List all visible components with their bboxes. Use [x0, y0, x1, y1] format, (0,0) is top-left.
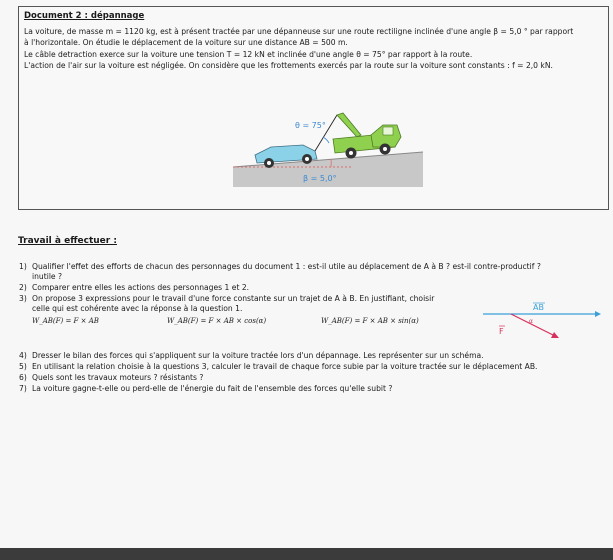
question-2 — [19, 283, 249, 293]
vector-ab-label: AB — [533, 303, 544, 312]
question-text: En utilisant la relation choisie à la questions 3, calculer le travail de chaque force subie par la voiture tractée sur le déplacement AB. — [32, 362, 538, 371]
vector-ab-arrowhead — [595, 311, 601, 317]
document-line: à l'horizontale. On étudie le déplacement de la voiture sur une distance AB = 500 m. — [24, 38, 348, 48]
question-number: 3) — [19, 294, 27, 303]
question-5 — [19, 362, 537, 372]
question-text: La voiture gagne-t-elle ou perd-elle de l'énergie du fait de l'ensemble des forces qu'elle subit ? — [32, 384, 393, 393]
formula-2: W_AB(F) = F × AB × cos(α) — [167, 317, 267, 325]
question-text: Qualifier l'effet des efforts de chacun des personnages du document 1 : est-il utile au déplacement de A à B ? est-il contre-productif ? — [32, 262, 541, 271]
question-number: 6) — [19, 373, 27, 382]
question-number: 1) — [19, 262, 27, 271]
question-number: 7) — [19, 384, 27, 393]
document-line: L'action de l'air sur la voiture est négligée. On considère que les frottements exercés par la route sur la voiture sont constants : f = 2,0 kN. — [24, 60, 553, 70]
formula-3: W_AB(F) = F × AB × sin(α) — [321, 317, 419, 325]
question-1-continuation: inutile ? — [32, 272, 63, 281]
document-title: Document 2 : dépannage — [24, 11, 145, 21]
question-number: 4) — [19, 351, 27, 360]
towing-figure — [233, 107, 423, 197]
question-3-continuation: celle qui est cohérente avec la réponse à la question 1. — [32, 304, 243, 313]
force-f-arrow — [511, 314, 555, 336]
force-f-label: F — [499, 327, 504, 336]
question-text: Quels sont les travaux moteurs ? résistants ? — [32, 373, 204, 382]
work-title: Travail à effectuer : — [18, 236, 117, 246]
beta-label: β = 5,0° — [303, 174, 337, 183]
question-3 — [19, 294, 434, 304]
question-6 — [19, 373, 203, 383]
document-line: La voiture, de masse m = 1120 kg, est à présent tractée par une dépanneuse sur une route rectiligne inclinée d'une angle β = 5,0 ° par rapport — [24, 27, 574, 36]
document-box — [18, 6, 609, 210]
question-text: Comparer entre elles les actions des personnages 1 et 2. — [32, 283, 250, 292]
bottom-bar — [0, 548, 613, 560]
theta-angle-arc — [323, 137, 329, 143]
question-1 — [19, 262, 541, 272]
question-text: On propose 3 expressions pour le travail d'une force constante sur un trajet de A à B. En justifiant, choisir — [32, 294, 435, 303]
question-4 — [19, 351, 484, 361]
formula-1: W_AB(F) = F × AB — [32, 317, 99, 325]
theta-label: θ = 75° — [295, 121, 326, 130]
vector-diagram — [481, 301, 601, 341]
question-number: 5) — [19, 362, 27, 371]
document-line: Le câble detraction exerce sur la voiture une tension T = 12 kN et inclinée d'une angle θ = 75° par rapport à la route. — [24, 49, 473, 59]
angle-alpha-label: α — [529, 318, 533, 325]
question-number: 2) — [19, 283, 27, 292]
question-text: Dresser le bilan des forces qui s'appliquent sur la voiture tractée lors d'un dépannage. Les représenter sur un schéma. — [32, 351, 484, 360]
tow-truck — [333, 113, 401, 159]
document-text — [24, 26, 609, 71]
question-7 — [19, 384, 392, 394]
